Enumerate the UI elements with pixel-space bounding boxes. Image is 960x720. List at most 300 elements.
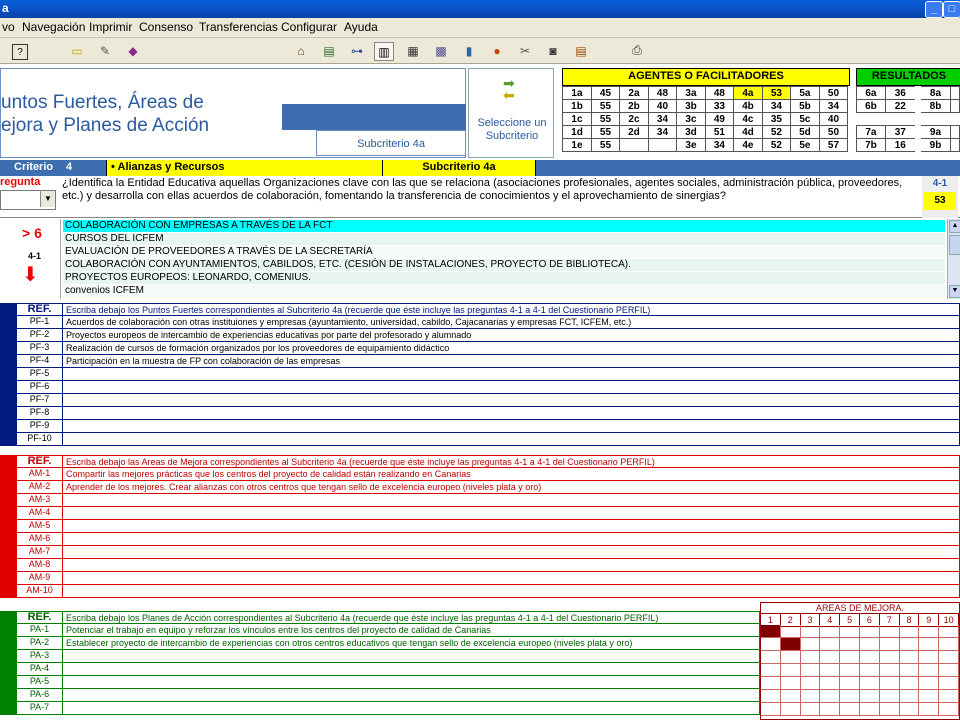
puntos_fuertes-header-row — [16, 303, 960, 316]
minimize-button[interactable]: _ — [925, 1, 943, 18]
table-row — [16, 507, 960, 520]
table-row — [16, 637, 760, 650]
ref-cell: PA-7 — [16, 702, 63, 715]
list-item[interactable]: convenios ICFEM — [63, 285, 945, 297]
section-header-text: Escriba debajo las Areas de Mejora correspondientes al Subcriterio 4a (recuerde que éste incluye las preguntas 4-1 a 4-1 del Cuestionario PERFIL) — [63, 455, 960, 468]
table-row — [16, 546, 960, 559]
text-cell[interactable] — [63, 368, 960, 381]
swap-arrows-icon: ➡ ⬅ — [503, 75, 515, 103]
matrix-cell[interactable] — [840, 664, 860, 677]
agentes-cell[interactable]: 1d — [563, 126, 592, 139]
resultados-cell[interactable]: 7a — [857, 126, 886, 139]
table-row — [16, 585, 960, 598]
list-indicator — [0, 219, 61, 299]
matrix-cell[interactable] — [801, 638, 821, 651]
text-cell[interactable]: Participación en la muestra de FP con colaboración de las empresas — [63, 355, 960, 368]
agentes-cell[interactable]: 3b — [676, 100, 705, 113]
evidence-list[interactable] — [61, 219, 947, 299]
matrix-cell[interactable] — [919, 664, 939, 677]
agentes-cell[interactable]: 4b — [733, 100, 762, 113]
agentes-cell[interactable]: 4a — [733, 87, 762, 100]
ref-cell: AM-9 — [16, 572, 63, 585]
agentes-cell[interactable]: 3c — [676, 113, 705, 126]
table-row — [16, 420, 960, 433]
list-item[interactable]: PROYECTOS EUROPEOS: LEONARDO, COMENIUS. — [63, 272, 945, 284]
matrix-cell[interactable] — [939, 664, 959, 677]
matrix-cell[interactable] — [820, 638, 840, 651]
menu-transferencias[interactable]: Transferencias — [199, 20, 278, 34]
ref-cell: AM-1 — [16, 468, 63, 481]
table-row — [16, 663, 760, 676]
camera-icon[interactable]: ◙ — [549, 43, 557, 58]
agentes-cell[interactable]: 4c — [733, 113, 762, 126]
matrix-cell[interactable] — [939, 677, 959, 690]
criterio-bar — [0, 160, 960, 176]
header-accent — [282, 104, 466, 130]
matrix-cell[interactable] — [840, 625, 860, 638]
resultados-cell — [885, 113, 917, 126]
text-cell[interactable]: Proyectos europeos de intercambio de experiencias educativas por parte del profesorado y alumnado — [63, 329, 960, 342]
resultados-cell[interactable] — [918, 113, 951, 126]
scroll-thumb[interactable] — [949, 235, 960, 255]
matrix-cell[interactable] — [939, 690, 959, 703]
resultados-cell[interactable]: 6a — [857, 87, 886, 100]
question-score: 53 — [924, 192, 956, 210]
ref-cell: PF-10 — [16, 433, 63, 446]
matrix-cell[interactable] — [781, 664, 801, 677]
list-code: 4-1 — [28, 251, 42, 261]
text-cell[interactable]: Compartir las mejores prácticas que los centros del proyecto de calidad están realizando en Canarias — [63, 468, 960, 481]
down-arrow-icon: ⬇ — [22, 264, 39, 286]
matrix-cell[interactable] — [919, 677, 939, 690]
matrix-cell[interactable] — [761, 703, 781, 716]
resultados-cell: 22 — [885, 100, 917, 113]
matrix-cell[interactable] — [840, 677, 860, 690]
matrix-cell[interactable] — [761, 638, 781, 651]
table-row — [16, 572, 960, 585]
agentes-cell[interactable]: 3d — [676, 126, 705, 139]
criterio-number: 4 — [66, 161, 73, 173]
ref-header: REF. — [16, 611, 63, 624]
agentes-cell[interactable]: 1c — [563, 113, 592, 126]
matrix-cell[interactable] — [820, 690, 840, 703]
agentes-cell: 34 — [648, 113, 676, 126]
matrix-col-header: 2 — [781, 614, 801, 626]
matrix-cell[interactable] — [900, 677, 920, 690]
agentes-cell: 52 — [762, 139, 790, 152]
matrix-cell[interactable] — [801, 651, 821, 664]
resultados-cell[interactable]: 8a — [918, 87, 951, 100]
ref-cell: AM-10 — [16, 585, 63, 598]
matrix-cell[interactable] — [820, 703, 840, 716]
ref-cell: AM-5 — [16, 520, 63, 533]
ref-header: REF. — [16, 455, 63, 468]
resultados-cell — [951, 126, 960, 139]
text-cell[interactable] — [63, 585, 960, 598]
agentes-cell: 48 — [705, 87, 733, 100]
resultados-cell[interactable]: 7b — [857, 139, 886, 152]
text-cell[interactable]: Establecer proyecto de intercambio de experiencias con otros centros educativos que tengan sello de excelencia europeo (niveles plata y oro) — [63, 637, 760, 650]
agentes-cell[interactable]: 4d — [733, 126, 762, 139]
agentes-cell[interactable]: 2d — [619, 126, 648, 139]
agentes-cell — [648, 139, 676, 152]
matrix-cell[interactable] — [761, 625, 781, 638]
matrix-cell[interactable] — [900, 690, 920, 703]
printer-icon[interactable]: ⎙ — [632, 43, 642, 57]
matrix-cell[interactable] — [919, 690, 939, 703]
menu-imprimir[interactable]: Imprimir — [89, 20, 133, 34]
menu-archivo[interactable]: vo — [2, 20, 15, 34]
agentes-cell: 51 — [705, 126, 733, 139]
matrix-cell[interactable] — [880, 664, 900, 677]
ref-cell: PF-8 — [16, 407, 63, 420]
text-cell[interactable] — [63, 650, 760, 663]
resultados-cell: 16 — [885, 139, 917, 152]
agentes-cell: 33 — [705, 100, 733, 113]
target-icon[interactable]: ● — [493, 43, 501, 58]
matrix-cell[interactable] — [781, 703, 801, 716]
matrix-cell[interactable] — [900, 625, 920, 638]
agentes-cell[interactable]: 5e — [790, 139, 819, 152]
table-row — [16, 316, 960, 329]
folder-icon[interactable]: ▭ — [71, 43, 83, 58]
agentes-cell[interactable]: 5c — [790, 113, 819, 126]
agentes-cell[interactable]: 3a — [676, 87, 705, 100]
text-cell[interactable]: Potenciar el trabajo en equipo y reforzar los vínculos entre los centros del proyecto de calidad de Canarias — [63, 624, 760, 637]
agentes-cell: 45 — [591, 87, 619, 100]
bookshelf-icon[interactable]: ▤ — [575, 43, 587, 58]
matrix-cell[interactable] — [860, 664, 880, 677]
agentes-cell[interactable]: 5b — [790, 100, 819, 113]
resultados-cell — [951, 139, 960, 152]
agentes-cell: 52 — [762, 126, 790, 139]
agentes-cell: 40 — [819, 113, 847, 126]
resultados-cell — [951, 113, 960, 126]
question-code-panel — [922, 176, 958, 218]
menu-ayuda[interactable]: Ayuda — [344, 20, 378, 34]
agentes-header: AGENTES O FACILITADORES — [562, 68, 850, 86]
agentes-cell[interactable]: 3e — [676, 139, 705, 152]
matrix-col-header: 4 — [820, 614, 840, 626]
toolbar — [0, 38, 960, 64]
agentes-cell: 50 — [819, 87, 847, 100]
table-row — [16, 329, 960, 342]
agentes-cell[interactable] — [619, 139, 648, 152]
ref-cell: PF-3 — [16, 342, 63, 355]
resultados-cell[interactable]: 6b — [857, 100, 886, 113]
ref-cell: PA-5 — [16, 676, 63, 689]
criterio-label: Criterio — [14, 161, 54, 173]
list-item[interactable]: COLABORACIÓN CON EMPRESAS A TRAVÉS DE LA FCT — [63, 220, 945, 232]
agentes-cell[interactable]: 2a — [619, 87, 648, 100]
matrix-cell[interactable] — [781, 677, 801, 690]
agentes-cell[interactable]: 5d — [790, 126, 819, 139]
criterio-name: • Alianzas y Recursos — [106, 160, 382, 176]
ref-cell: AM-3 — [16, 494, 63, 507]
question-text: ¿Identifica la Entidad Educativa aquellas Organizaciones clave con las que se relaciona (asociaciones profesionales, agentes sociales, administración pública, proveedores, etc.) y desarrolla con ellas acuerdos de colaboración, fomentando la transferencia de conocimientos y el aprovechamiento de sinergias? — [62, 177, 903, 202]
text-cell[interactable] — [63, 559, 960, 572]
agentes-cell: 34 — [705, 139, 733, 152]
agentes-cell: 34 — [762, 100, 790, 113]
text-cell[interactable] — [63, 507, 960, 520]
agentes-cell: 34 — [648, 126, 676, 139]
evidence-list-panel — [0, 219, 960, 299]
question-row — [0, 176, 960, 218]
text-cell[interactable] — [63, 702, 760, 715]
agentes-cell[interactable]: 1b — [563, 100, 592, 113]
matrix-cell[interactable] — [781, 690, 801, 703]
text-cell[interactable] — [63, 394, 960, 407]
matrix-cell[interactable] — [880, 690, 900, 703]
table-icon[interactable]: ▩ — [435, 43, 447, 58]
text-cell[interactable] — [63, 689, 760, 702]
agentes-cell[interactable]: 2b — [619, 100, 648, 113]
menu-consenso[interactable]: Consenso — [139, 20, 194, 34]
window-title: a — [2, 1, 9, 15]
scroll-down-icon[interactable]: ▼ — [949, 285, 960, 298]
chevron-down-icon[interactable]: ▼ — [40, 191, 55, 207]
edit-icon[interactable]: ✎ — [99, 43, 111, 58]
resultados-cell[interactable] — [857, 113, 886, 126]
table-row — [16, 481, 960, 494]
ref-cell: PF-4 — [16, 355, 63, 368]
matrix-cell[interactable] — [801, 690, 821, 703]
matrix-cell[interactable] — [860, 703, 880, 716]
resultados-cell[interactable]: 8b — [918, 100, 951, 113]
matrix-cell[interactable] — [840, 638, 860, 651]
text-cell[interactable] — [63, 572, 960, 585]
matrix-cell[interactable] — [840, 651, 860, 664]
ref-cell: PA-4 — [16, 663, 63, 676]
areas_mejora-sidebar — [0, 455, 16, 598]
text-cell[interactable] — [63, 676, 760, 689]
title-bar — [0, 0, 960, 18]
matrix-cell[interactable] — [919, 703, 939, 716]
table-row — [16, 676, 760, 689]
matrix-col-header: 3 — [801, 614, 821, 626]
matrix-cell[interactable] — [939, 703, 959, 716]
matrix-col-header: 6 — [860, 614, 880, 626]
section-header-text: Escriba debajo los Planes de Acción correspondientes al Subcriterio 4a (recuerde que éste incluye las preguntas 4-1 a 4-1 del Cuestionario PERFIL) — [63, 611, 760, 624]
text-cell[interactable] — [63, 520, 960, 533]
matrix-cell[interactable] — [820, 625, 840, 638]
matrix-cell[interactable] — [900, 703, 920, 716]
matrix-cell[interactable] — [860, 677, 880, 690]
question-select[interactable] — [0, 190, 56, 210]
matrix-col-header: 9 — [919, 614, 939, 626]
text-cell[interactable] — [63, 546, 960, 559]
agentes-cell: 34 — [819, 100, 847, 113]
agentes-cell[interactable]: 5a — [790, 87, 819, 100]
matrix-cell[interactable] — [860, 690, 880, 703]
agentes-cell: 55 — [591, 126, 619, 139]
agentes-grid — [562, 86, 848, 152]
ref-cell: PF-7 — [16, 394, 63, 407]
list-item[interactable]: EVALUACIÓN DE PROVEEDORES A TRAVÉS DE LA SECRETARÍA — [63, 246, 945, 258]
list-scrollbar[interactable] — [947, 219, 960, 299]
resultados-cell: 37 — [885, 126, 917, 139]
text-cell[interactable] — [63, 381, 960, 394]
home-icon[interactable]: ⌂ — [297, 43, 305, 58]
areas-mejora-matrix — [760, 602, 960, 720]
ref-cell: PF-9 — [16, 420, 63, 433]
matrix-cell[interactable] — [801, 664, 821, 677]
matrix-title: AREAS DE MEJORA. — [815, 603, 905, 613]
matrix-cell[interactable] — [880, 703, 900, 716]
ref-cell: PF-2 — [16, 329, 63, 342]
agentes-cell: 55 — [591, 139, 619, 152]
matrix-cell[interactable] — [840, 703, 860, 716]
text-cell[interactable] — [63, 433, 960, 446]
agentes-cell: 48 — [648, 87, 676, 100]
ref-cell: PF-5 — [16, 368, 63, 381]
grid-icon[interactable]: ▦ — [407, 43, 419, 58]
resultados-grid — [856, 86, 960, 152]
ref-cell: AM-2 — [16, 481, 63, 494]
help-icon[interactable]: ? — [12, 44, 28, 60]
matrix-cell[interactable] — [939, 651, 959, 664]
matrix-col-header: 10 — [939, 614, 959, 626]
question-code: 4-1 — [932, 178, 948, 189]
matrix-cell[interactable] — [820, 664, 840, 677]
header-subcriterio: Subcriterio 4a — [316, 130, 466, 156]
menu-navegacion[interactable]: Navegación — [22, 20, 86, 34]
matrix-cell[interactable] — [880, 677, 900, 690]
chart-icon[interactable]: ▥ — [374, 42, 394, 61]
planes_accion-header-row — [16, 611, 760, 624]
ref-cell: AM-7 — [16, 546, 63, 559]
table-row — [16, 494, 960, 507]
matrix-cell[interactable] — [919, 625, 939, 638]
matrix-cell[interactable] — [781, 651, 801, 664]
ref-header: REF. — [16, 303, 63, 316]
agentes-cell: 49 — [705, 113, 733, 126]
threshold-label: > 6 — [22, 225, 42, 241]
agentes-cell: 55 — [591, 113, 619, 126]
matrix-cell[interactable] — [801, 703, 821, 716]
select-subcriterio-button[interactable]: ➡ ⬅ Seleccione un Subcriterio — [468, 68, 554, 158]
tools-icon[interactable]: ✂ — [519, 43, 531, 58]
areas_mejora-header-row — [16, 455, 960, 468]
matrix-cell[interactable] — [801, 625, 821, 638]
text-cell[interactable] — [63, 407, 960, 420]
matrix-cell[interactable] — [840, 690, 860, 703]
matrix-cell[interactable] — [900, 664, 920, 677]
table-row — [16, 689, 760, 702]
ref-cell: PA-3 — [16, 650, 63, 663]
agentes-cell[interactable]: 1e — [563, 139, 592, 152]
agentes-cell: 50 — [819, 126, 847, 139]
tree-icon[interactable]: ⊶ — [351, 43, 363, 58]
matrix-cell[interactable] — [801, 677, 821, 690]
books-icon[interactable]: ◆ — [128, 43, 138, 58]
table-row — [16, 468, 960, 481]
subcriterio-name: Subcriterio 4a — [382, 160, 536, 176]
matrix-cell[interactable] — [860, 638, 880, 651]
text-cell[interactable] — [63, 533, 960, 546]
text-cell[interactable] — [63, 420, 960, 433]
ref-cell: PF-1 — [16, 316, 63, 329]
matrix-col-header: 8 — [900, 614, 920, 626]
resultados-cell[interactable]: 9a — [918, 126, 951, 139]
matrix-cell[interactable] — [820, 651, 840, 664]
list-item[interactable]: CURSOS DEL ICFEM — [63, 233, 945, 245]
puntos-fuertes-section — [0, 303, 960, 451]
list-item[interactable]: COLABORACIÓN CON AYUNTAMIENTOS, CABILDOS, ETC. (CESIÓN DE INSTALACIONES, PROYECTO DE BIBLIOTECA). — [63, 259, 945, 271]
list-icon[interactable]: ▤ — [323, 43, 335, 58]
matrix-cell[interactable] — [820, 677, 840, 690]
matrix-cell[interactable] — [761, 664, 781, 677]
bar-chart-icon[interactable]: ▮ — [465, 43, 473, 58]
matrix-cell[interactable] — [919, 651, 939, 664]
matrix-cell[interactable] — [880, 625, 900, 638]
resultados-header: RESULTADOS — [856, 68, 960, 86]
matrix-cell[interactable] — [781, 625, 801, 638]
matrix-cell[interactable] — [880, 638, 900, 651]
matrix-cell[interactable] — [880, 651, 900, 664]
menu-bar — [0, 18, 960, 38]
question-label: regunta — [0, 176, 41, 188]
agentes-cell[interactable]: 4e — [733, 139, 762, 152]
matrix-cell[interactable] — [781, 638, 801, 651]
text-cell[interactable] — [63, 663, 760, 676]
ref-cell: AM-8 — [16, 559, 63, 572]
table-row — [16, 520, 960, 533]
resultados-cell — [951, 100, 960, 113]
agentes-cell: 53 — [762, 87, 790, 100]
text-cell[interactable] — [63, 494, 960, 507]
agentes-cell: 35 — [762, 113, 790, 126]
matrix-body — [761, 625, 959, 719]
matrix-col-header: 5 — [840, 614, 860, 626]
agentes-cell: 40 — [648, 100, 676, 113]
matrix-cell[interactable] — [761, 651, 781, 664]
matrix-col-header: 7 — [880, 614, 900, 626]
matrix-cell[interactable] — [939, 625, 959, 638]
matrix-cell[interactable] — [860, 651, 880, 664]
agentes-cell[interactable]: 2c — [619, 113, 648, 126]
table-row — [16, 433, 960, 446]
text-cell[interactable]: Acuerdos de colaboración con otras instituiones y empresas (ayuntamiento, universidad, cabildo, Cajacanarias y empresas FCT, ICFEM, etc.) — [63, 316, 960, 329]
ref-cell: PA-1 — [16, 624, 63, 637]
text-cell[interactable]: Realización de cursos de formación organizados por los proveedores de equipamiento didáctico — [63, 342, 960, 355]
table-row — [16, 368, 960, 381]
maximize-button[interactable]: □ — [943, 1, 960, 18]
scroll-up-icon[interactable]: ▲ — [949, 220, 960, 233]
matrix-col-header: 1 — [761, 614, 781, 626]
resultados-cell[interactable]: 9b — [918, 139, 951, 152]
matrix-cell[interactable] — [900, 651, 920, 664]
table-row — [16, 394, 960, 407]
matrix-cell[interactable] — [761, 677, 781, 690]
page-title: untos Fuertes, Áreas de ejora y Planes de Acción — [1, 92, 210, 136]
agentes-cell: 57 — [819, 139, 847, 152]
agentes-cell[interactable]: 1a — [563, 87, 592, 100]
matrix-cell[interactable] — [939, 638, 959, 651]
text-cell[interactable]: Aprender de los mejores. Crear alianzas con otros centros que tengan sello de excelencia europeo (niveles plata y oro) — [63, 481, 960, 494]
matrix-cell[interactable] — [900, 638, 920, 651]
table-row — [16, 533, 960, 546]
matrix-cell[interactable] — [919, 638, 939, 651]
matrix-cell[interactable] — [860, 625, 880, 638]
menu-configurar[interactable]: Configurar — [281, 20, 338, 34]
table-row — [16, 381, 960, 394]
planes_accion-sidebar — [0, 611, 16, 715]
table-row — [16, 342, 960, 355]
table-row — [16, 559, 960, 572]
table-row — [16, 624, 760, 637]
matrix-cell[interactable] — [761, 690, 781, 703]
